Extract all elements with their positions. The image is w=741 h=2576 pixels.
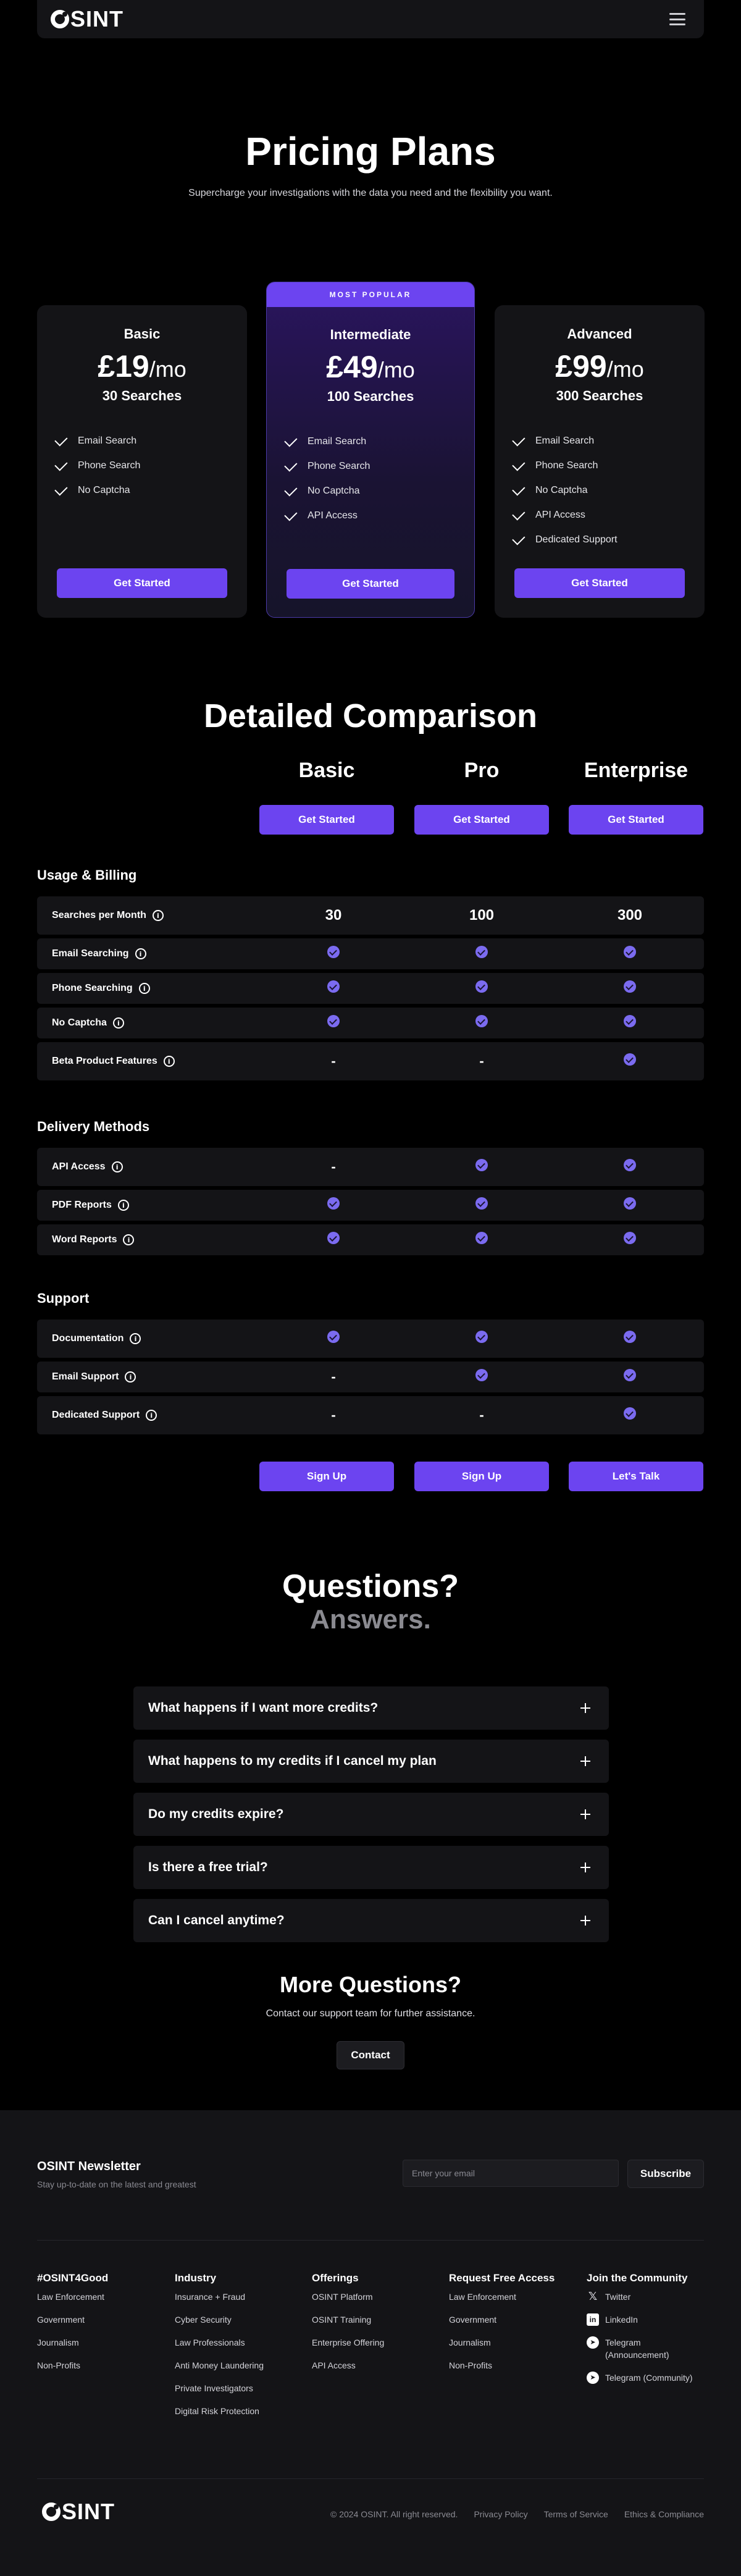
plan-price: £99/mo — [555, 349, 644, 384]
most-popular-badge: MOST POPULAR — [267, 282, 474, 307]
footer-link[interactable]: Journalism — [37, 2338, 79, 2347]
community-column — [587, 2272, 704, 2394]
check-icon — [284, 483, 297, 496]
check-icon — [512, 458, 525, 471]
dash-value: - — [331, 1159, 336, 1174]
linkedin-icon: in — [587, 2313, 599, 2326]
dash-value: - — [479, 1407, 484, 1423]
copyright: © 2024 OSINT. All right reserved. — [330, 2509, 458, 2519]
feature-item: Email Search — [287, 429, 474, 454]
faq-item[interactable] — [133, 1846, 609, 1889]
check-circle-icon — [624, 1158, 636, 1176]
check-icon — [284, 458, 297, 471]
footer-column-title: Offerings — [312, 2272, 359, 2284]
check-circle-icon — [624, 1407, 636, 1424]
comparison-row — [37, 1008, 704, 1038]
footer-link[interactable]: Government — [449, 2315, 497, 2325]
row-label: Dedicated Support i — [52, 1410, 157, 1421]
section-title: Usage & Billing — [37, 867, 137, 883]
check-circle-icon — [624, 1014, 636, 1032]
info-icon[interactable]: i — [118, 1200, 129, 1211]
telegram-announcement-link[interactable]: ➤ Telegram (Announcement) — [587, 2336, 704, 2361]
dash-value: - — [479, 1053, 484, 1069]
logo-mark-icon — [51, 10, 69, 28]
plan-card-intermediate — [266, 282, 475, 618]
dash-value: - — [331, 1369, 336, 1384]
check-icon — [54, 482, 67, 495]
feature-item: Phone Search — [57, 453, 247, 478]
faq-item[interactable] — [133, 1740, 609, 1783]
cell-value: 100 — [469, 907, 495, 924]
comparison-row — [37, 1362, 704, 1392]
feature-list — [267, 429, 474, 528]
feature-item: Phone Search — [514, 453, 705, 478]
info-icon[interactable]: i — [139, 983, 150, 994]
faq-title: Questions? — [282, 1568, 459, 1604]
footer-link[interactable]: Insurance + Fraud — [175, 2292, 246, 2302]
row-label: Documentation i — [52, 1333, 141, 1344]
info-icon[interactable]: i — [153, 910, 164, 921]
check-circle-icon — [624, 980, 636, 997]
footer-column — [175, 2272, 264, 2428]
section-title: Delivery Methods — [37, 1119, 150, 1134]
feature-list — [37, 429, 247, 503]
check-circle-icon — [624, 1330, 636, 1347]
plan-price: £19/mo — [98, 349, 186, 384]
cell-value: 30 — [325, 907, 342, 924]
footer-column-title: Industry — [175, 2272, 217, 2284]
row-label: Beta Product Features i — [52, 1056, 175, 1067]
footer-link[interactable]: Law Enforcement — [37, 2292, 104, 2302]
info-icon[interactable]: i — [146, 1410, 157, 1421]
faq-item[interactable] — [133, 1686, 609, 1730]
check-circle-icon — [624, 1368, 636, 1386]
plus-icon[interactable] — [580, 1863, 590, 1872]
faq-subtitle: Answers. — [310, 1604, 431, 1635]
column-header-pro: Pro — [464, 759, 500, 782]
info-icon[interactable]: i — [164, 1056, 175, 1067]
logo-text: SINT — [62, 2499, 115, 2524]
page-title: Pricing Plans — [245, 129, 496, 174]
check-circle-icon — [475, 945, 488, 962]
footer-column — [449, 2272, 555, 2382]
footer — [0, 2110, 741, 2576]
row-label: API Access i — [52, 1161, 123, 1172]
plan-card-basic — [37, 305, 247, 618]
get-started-button[interactable]: Get Started — [287, 569, 454, 599]
get-started-button[interactable]: Get Started — [514, 568, 685, 598]
plan-searches: 30 Searches — [102, 388, 182, 403]
contact-button[interactable]: Contact — [337, 2041, 404, 2069]
plan-price: £49/mo — [326, 350, 415, 384]
check-icon — [54, 433, 67, 446]
get-started-button[interactable]: Get Started — [414, 805, 549, 835]
footer-link[interactable]: Digital Risk Protection — [175, 2406, 259, 2416]
plan-card-advanced — [495, 305, 705, 618]
check-icon — [512, 532, 525, 545]
lets-talk-button[interactable]: Let's Talk — [569, 1462, 703, 1491]
subscribe-button[interactable]: Subscribe — [627, 2160, 704, 2188]
footer-link[interactable]: Law Professionals — [175, 2338, 245, 2347]
plan-name: Intermediate — [330, 327, 411, 342]
row-label: Searches per Month i — [52, 910, 164, 921]
check-icon — [512, 482, 525, 495]
faq-question: Can I cancel anytime? — [148, 1913, 285, 1927]
check-circle-icon — [475, 980, 488, 997]
plus-icon[interactable] — [580, 1809, 590, 1819]
terms-of-service-link[interactable]: Terms of Service — [543, 2509, 608, 2519]
telegram-icon: ➤ — [587, 2372, 599, 2384]
hamburger-icon[interactable] — [669, 13, 685, 25]
faq-question: What happens if I want more credits? — [148, 1701, 379, 1715]
column-header-basic: Basic — [298, 759, 355, 782]
footer-link[interactable]: Enterprise Offering — [312, 2338, 385, 2347]
check-circle-icon — [327, 1231, 340, 1248]
footer-link[interactable]: Anti Money Laundering — [175, 2360, 264, 2370]
check-circle-icon — [624, 1197, 636, 1214]
feature-item: Email Search — [514, 429, 705, 453]
check-icon — [284, 508, 297, 521]
faq-question: What happens to my credits if I cancel my plan — [148, 1754, 437, 1768]
check-circle-icon — [327, 1014, 340, 1032]
check-icon — [54, 458, 67, 471]
check-circle-icon — [327, 945, 340, 962]
footer-link[interactable]: API Access — [312, 2360, 356, 2370]
plan-searches: 100 Searches — [327, 389, 414, 404]
footer-link[interactable]: Non-Profits — [449, 2360, 493, 2370]
logo[interactable] — [51, 8, 124, 30]
footer-column-title: Join the Community — [587, 2272, 688, 2284]
check-circle-icon — [624, 1053, 636, 1070]
footer-link[interactable]: Journalism — [449, 2338, 491, 2347]
footer-column — [37, 2272, 108, 2382]
feature-item: API Access — [287, 503, 474, 528]
feature-item: API Access — [514, 503, 705, 528]
plus-icon[interactable] — [580, 1916, 590, 1926]
footer-link[interactable]: OSINT Training — [312, 2315, 372, 2325]
feature-item: No Captcha — [514, 478, 705, 503]
faq-question: Do my credits expire? — [148, 1807, 284, 1821]
check-icon — [512, 433, 525, 446]
check-circle-icon — [475, 1197, 488, 1214]
get-started-button[interactable]: Get Started — [569, 805, 703, 835]
footer-logo[interactable] — [42, 2501, 115, 2523]
check-circle-icon — [475, 1014, 488, 1032]
comparison-row — [37, 1042, 704, 1080]
sign-up-button[interactable]: Sign Up — [259, 1462, 394, 1491]
info-icon[interactable]: i — [135, 948, 146, 959]
footer-divider — [37, 2478, 704, 2479]
more-questions-text: Contact our support team for further assistance. — [266, 2008, 475, 2019]
footer-divider — [37, 2240, 704, 2241]
telegram-community-link[interactable]: ➤ Telegram (Community) — [587, 2372, 704, 2384]
row-label: Word Reports i — [52, 1234, 134, 1245]
info-icon[interactable]: i — [113, 1017, 124, 1029]
check-icon — [512, 507, 525, 520]
cell-value: 300 — [617, 907, 643, 924]
comparison-row — [37, 1224, 704, 1255]
get-started-button[interactable]: Get Started — [57, 568, 227, 598]
ethics-compliance-link[interactable]: Ethics & Compliance — [624, 2509, 704, 2519]
logo-mark-icon — [42, 2502, 61, 2521]
comparison-row — [37, 938, 704, 969]
column-header-enterprise: Enterprise — [584, 759, 689, 782]
row-label: No Captcha i — [52, 1017, 124, 1029]
email-input[interactable] — [403, 2160, 619, 2187]
plan-name: Advanced — [567, 326, 632, 342]
check-circle-icon — [475, 1158, 488, 1176]
plus-icon[interactable] — [580, 1703, 590, 1713]
feature-item: No Captcha — [57, 478, 247, 503]
check-circle-icon — [475, 1368, 488, 1386]
plan-searches: 300 Searches — [556, 388, 643, 403]
page-subtitle: Supercharge your investigations with the data you need and the flexibility you want. — [188, 188, 553, 198]
check-circle-icon — [327, 980, 340, 997]
logo-text: SINT — [70, 6, 124, 32]
dash-value: - — [331, 1407, 336, 1423]
get-started-button[interactable]: Get Started — [259, 805, 394, 835]
info-icon[interactable]: i — [125, 1371, 136, 1383]
footer-column-title: Request Free Access — [449, 2272, 555, 2284]
faq-item[interactable] — [133, 1899, 609, 1942]
comparison-row — [37, 1190, 704, 1221]
comparison-title: Detailed Comparison — [203, 697, 538, 734]
feature-item: No Captcha — [287, 479, 474, 503]
footer-link[interactable]: Non-Profits — [37, 2360, 81, 2370]
row-label: Email Searching i — [52, 948, 146, 959]
check-circle-icon — [624, 1231, 636, 1248]
comparison-row — [37, 896, 704, 935]
plan-name: Basic — [124, 326, 161, 342]
footer-column — [312, 2272, 384, 2382]
x-icon: 𝕏 — [588, 2290, 598, 2303]
top-nav — [37, 0, 704, 38]
feature-item: Dedicated Support — [514, 528, 705, 552]
twitter-link[interactable]: 𝕏 Twitter — [587, 2291, 704, 2303]
privacy-policy-link[interactable]: Privacy Policy — [474, 2509, 528, 2519]
check-circle-icon — [475, 1330, 488, 1347]
feature-list — [495, 429, 705, 552]
plus-icon[interactable] — [580, 1756, 590, 1766]
row-label: Email Support i — [52, 1371, 136, 1383]
linkedin-link[interactable]: in LinkedIn — [587, 2313, 704, 2326]
comparison-row — [37, 973, 704, 1004]
footer-link[interactable]: Private Investigators — [175, 2383, 253, 2393]
footer-link[interactable]: Law Enforcement — [449, 2292, 516, 2302]
telegram-icon: ➤ — [587, 2336, 599, 2349]
row-label: PDF Reports i — [52, 1200, 129, 1211]
footer-link[interactable]: OSINT Platform — [312, 2292, 373, 2302]
check-circle-icon — [475, 1231, 488, 1248]
footer-link[interactable]: Government — [37, 2315, 85, 2325]
row-label: Phone Searching i — [52, 983, 150, 994]
check-circle-icon — [624, 945, 636, 962]
comparison-row — [37, 1148, 704, 1186]
faq-item[interactable] — [133, 1793, 609, 1836]
newsletter-subtitle: Stay up-to-date on the latest and greatest — [37, 2179, 196, 2189]
faq-question: Is there a free trial? — [148, 1860, 268, 1874]
info-icon[interactable]: i — [130, 1333, 141, 1344]
check-circle-icon — [327, 1197, 340, 1214]
info-icon[interactable]: i — [123, 1234, 134, 1245]
check-circle-icon — [327, 1330, 340, 1347]
info-icon[interactable]: i — [112, 1161, 123, 1172]
newsletter-title: OSINT Newsletter — [37, 2160, 141, 2173]
comparison-row — [37, 1396, 704, 1434]
footer-column-title: #OSINT4Good — [37, 2272, 109, 2284]
feature-item: Email Search — [57, 429, 247, 453]
check-icon — [284, 434, 297, 447]
feature-item: Phone Search — [287, 454, 474, 479]
footer-link[interactable]: Cyber Security — [175, 2315, 232, 2325]
section-title: Support — [37, 1290, 90, 1306]
legal-links — [330, 2509, 704, 2519]
dash-value: - — [331, 1053, 336, 1069]
comparison-row — [37, 1320, 704, 1358]
more-questions-title: More Questions? — [279, 1972, 462, 1997]
sign-up-button[interactable]: Sign Up — [414, 1462, 549, 1491]
